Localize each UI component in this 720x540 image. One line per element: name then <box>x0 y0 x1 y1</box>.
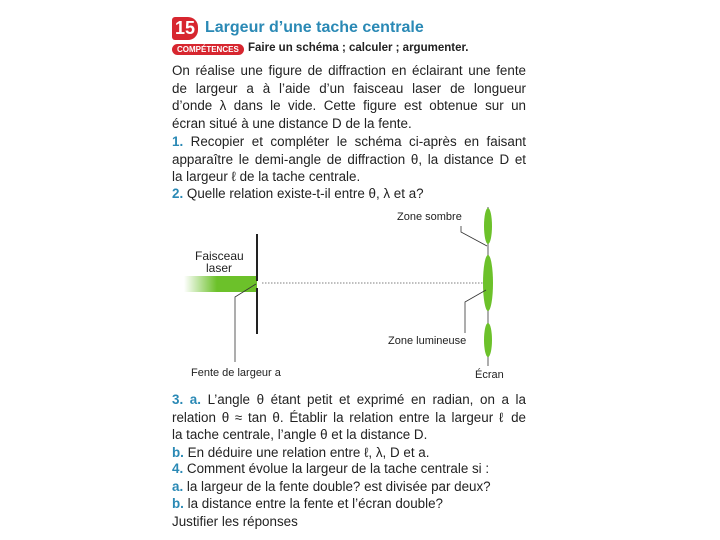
question-footer: Justifier les réponses <box>172 513 298 529</box>
intro-line: écran situé à une distance D de la fente. <box>172 115 412 131</box>
question-text: la largeur ℓ de la tache centrale. <box>172 169 361 185</box>
secondary-fringe-top <box>484 208 492 244</box>
slit-leader <box>235 284 256 362</box>
exercise-title: Largeur d’une tache centrale <box>205 19 424 36</box>
question-text: En déduire une relation entre ℓ, λ, D et a. <box>187 444 430 460</box>
skills-badge: COMPÉTENCES <box>172 44 244 55</box>
question-text: relation θ ≈ tan θ. Établir la relation entre la largeur ℓ de <box>172 409 526 425</box>
question-number: 2. <box>172 186 184 201</box>
question-text: Recopier et compléter le schéma ci-après en faisant <box>190 134 526 149</box>
question-text: Comment évolue la largeur de la tache centrale si : <box>186 461 490 476</box>
beam-label-line: laser <box>205 261 232 275</box>
question-4 <box>172 460 526 530</box>
dark-zone-label: Zone sombre <box>397 211 462 223</box>
laser-beam <box>184 276 257 292</box>
question-3 <box>172 391 526 461</box>
question-text: la tache centrale, l’angle θ et la distance D. <box>172 427 428 443</box>
bright-zone-label: Zone lumineuse <box>388 335 467 347</box>
beam-label <box>195 250 243 274</box>
subquestion-label: b. <box>172 444 184 460</box>
question-number: 4. <box>172 461 184 476</box>
question-text: L’angle θ étant petit et exprimé en radian, on a la <box>207 392 526 407</box>
intro-line: de largeur a à l’aide d’un faisceau laser de longueur <box>172 80 526 96</box>
question-text: la distance entre la fente et l’écran double? <box>187 496 443 512</box>
subquestion-label: a. <box>172 478 184 494</box>
intro-line: d’onde λ dans le vide. Cette figure est obtenue sur un <box>172 98 526 114</box>
beam-label-line: Faisceau <box>195 249 244 263</box>
secondary-fringe-bottom <box>484 323 492 357</box>
central-fringe <box>483 255 493 311</box>
skills-text: Faire un schéma ; calculer ; argumenter. <box>248 42 469 54</box>
question-number: 3. <box>172 392 184 407</box>
subquestion-label: b. <box>172 496 184 512</box>
subquestion-label: a. <box>189 392 201 407</box>
question-number: 1. <box>172 134 184 149</box>
question-text: apparaître le demi-angle de diffraction θ, la distance D et <box>172 151 526 167</box>
slit-label: Fente de largeur a <box>191 367 281 379</box>
intro-line: On réalise une figure de diffraction en éclairant une fente <box>172 63 526 78</box>
bright-zone-leader <box>465 290 486 333</box>
screen-label: Écran <box>475 369 504 381</box>
question-text: la largeur de la fente double? est divisée par deux? <box>186 478 491 494</box>
exercise-number-badge: 15 <box>172 17 198 40</box>
dark-zone-leader <box>461 226 487 246</box>
question-text: Quelle relation existe-t-il entre θ, λ et a? <box>186 186 424 201</box>
